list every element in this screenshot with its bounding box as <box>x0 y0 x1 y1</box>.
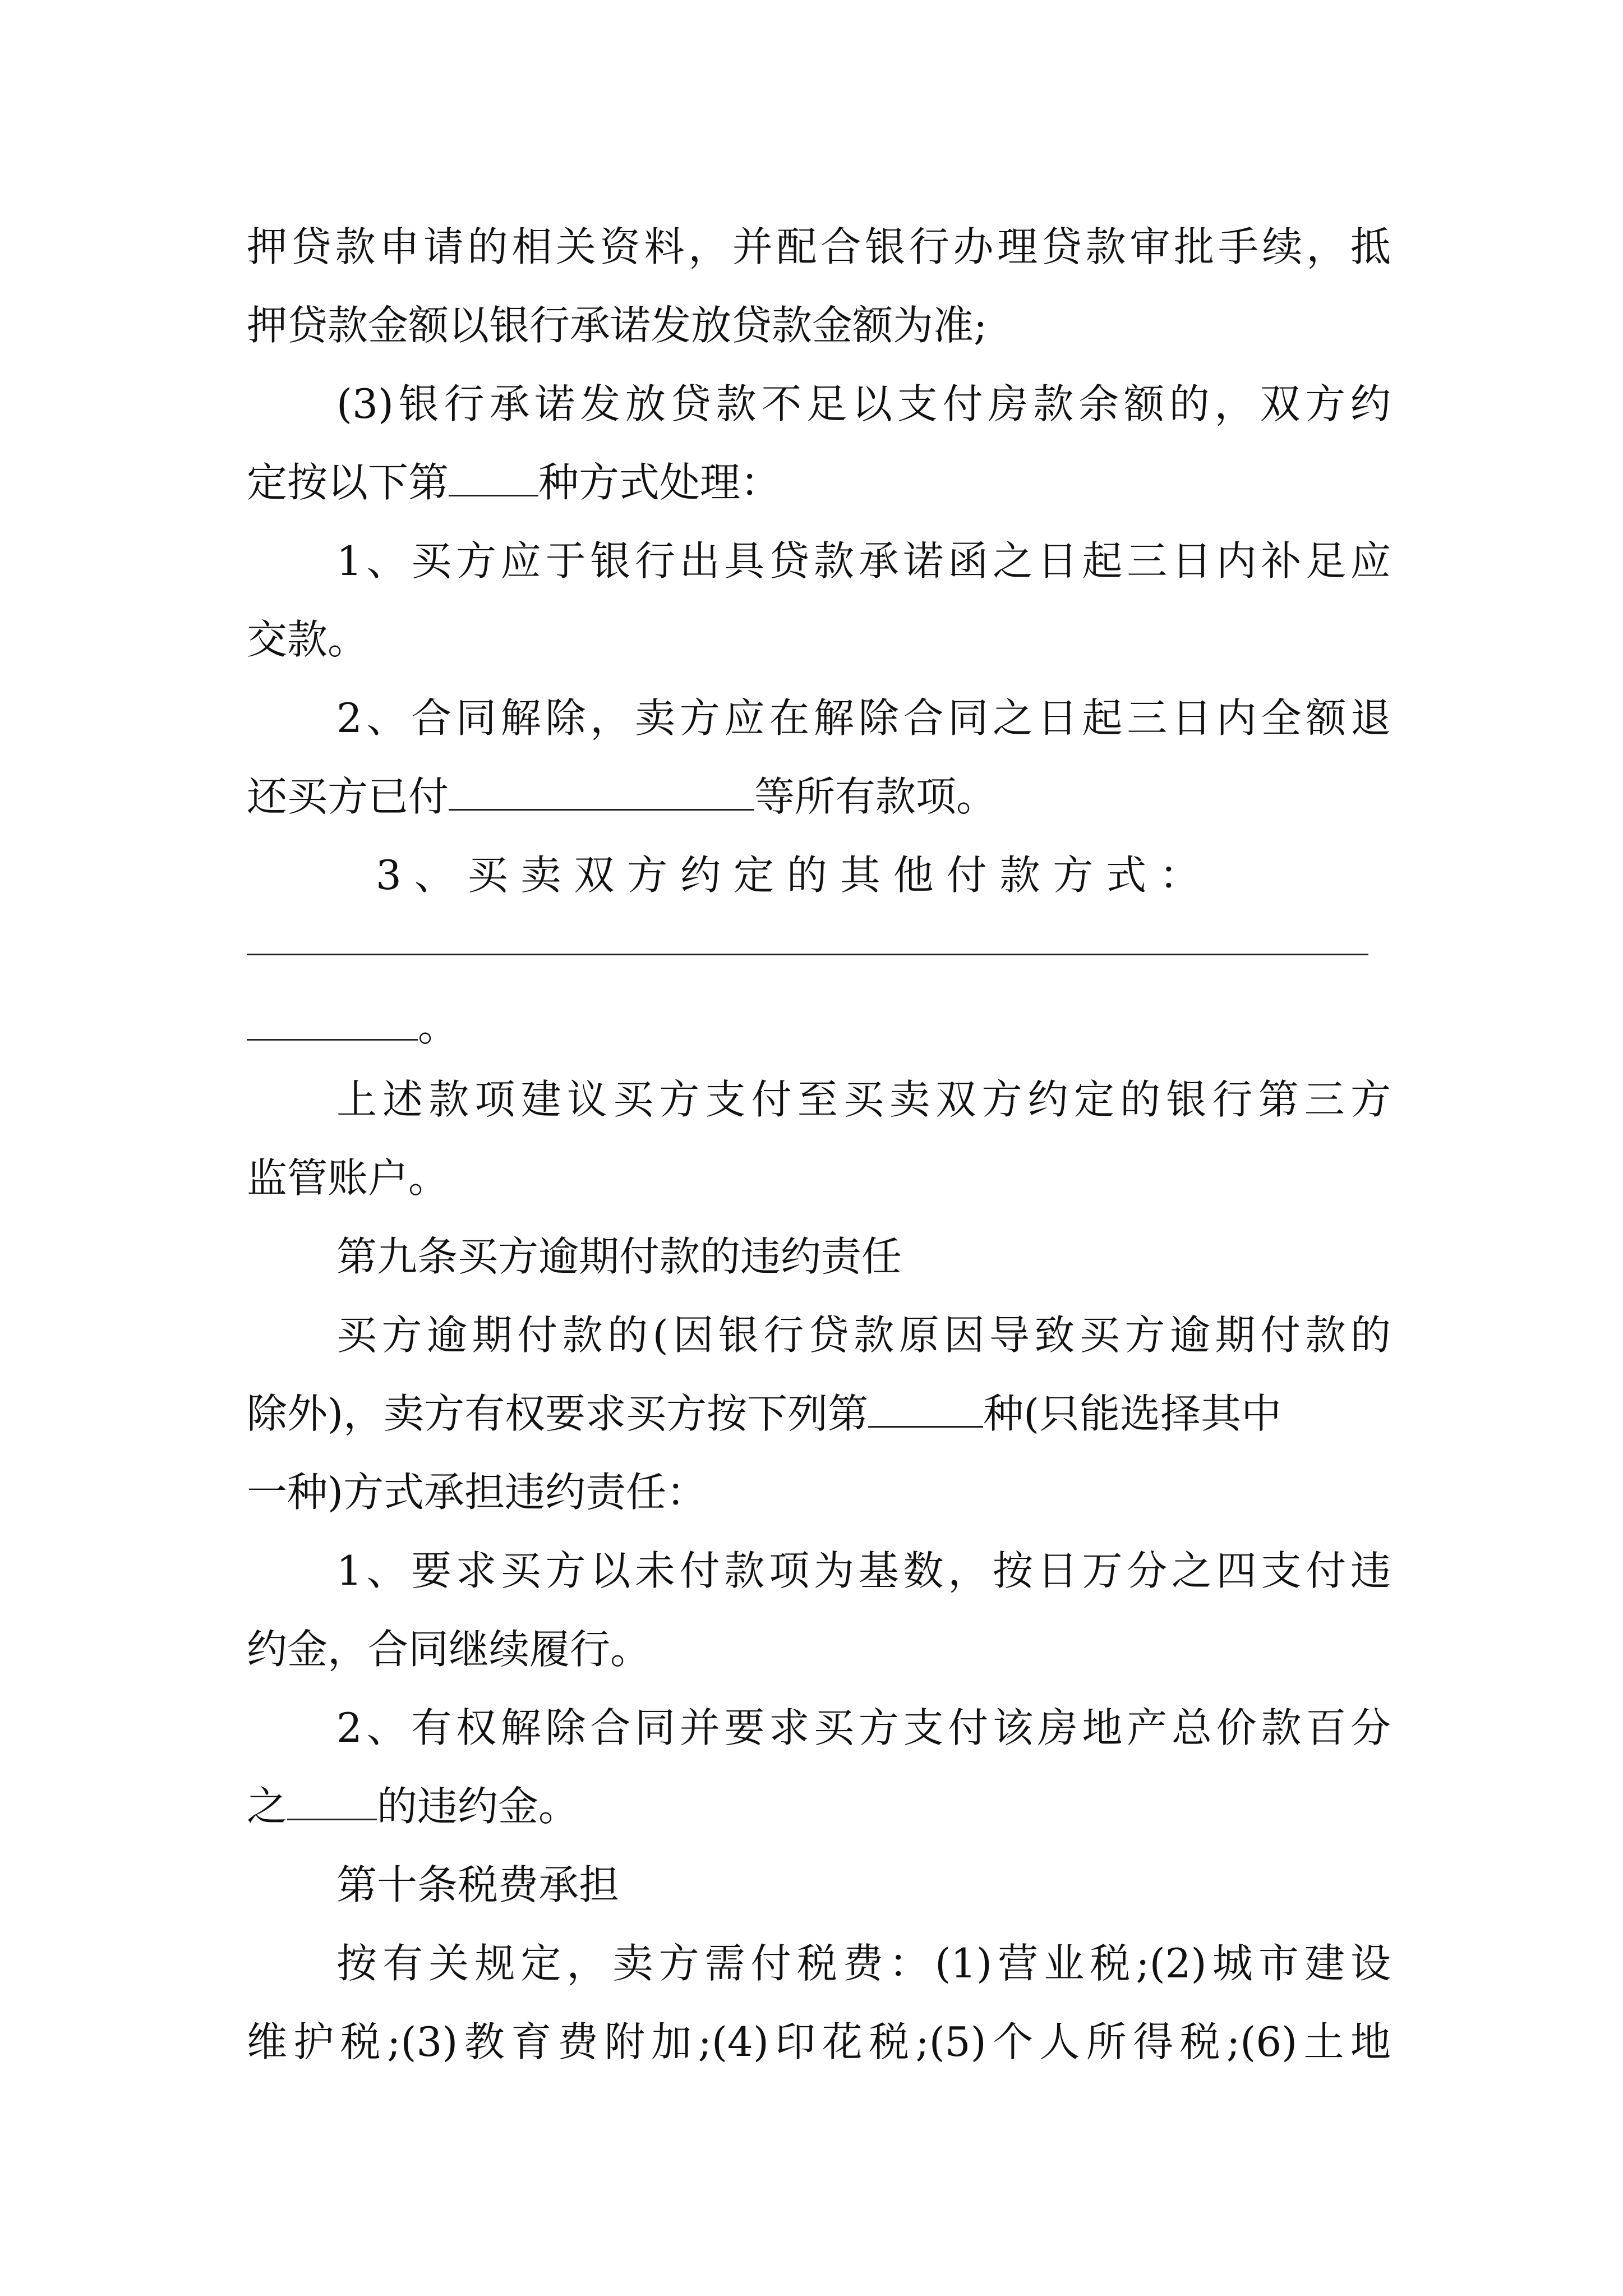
paragraph-line <box>247 757 1391 836</box>
paragraph-line: 维护税;(3)教育费附加;(4)印花税;(5)个人所得税;(6)土地 <box>247 2018 1391 2065</box>
paragraph-line <box>247 1374 1391 1453</box>
section-heading: 第九条买方逾期付款的违约责任 <box>336 1233 902 1280</box>
paragraph-line: 3 、 买 卖 双 方 约 定 的 其 他 付 款 方 式 ： <box>376 852 1200 899</box>
line-text: 之 <box>247 1783 288 1830</box>
line-text: 种方式处理： <box>538 459 781 506</box>
paragraph-line: 上述款项建议买方支付至买卖双方约定的银行第三方 <box>336 1076 1391 1123</box>
paragraph-line: (3)银行承诺发放贷款不足以支付房款余额的，双方约 <box>336 380 1391 427</box>
paragraph-line: 押贷款金额以银行承诺发放贷款金额为准; <box>247 302 988 349</box>
paragraph-line <box>247 1767 1391 1846</box>
paragraph-line: 一种)方式承担违约责任： <box>247 1469 707 1516</box>
paragraph-line: 2、有权解除合同并要求买方支付该房地产总价款百分 <box>336 1704 1391 1751</box>
line-text: 定按以下第 <box>247 459 449 506</box>
paragraph-line: 1、要求买方以未付款项为基数，按日万分之四支付违 <box>336 1547 1391 1594</box>
paragraph-line: 1、买方应于银行出具贷款承诺函之日起三日内补足应 <box>336 537 1391 585</box>
paragraph-line: 2、合同解除，卖方应在解除合同之日起三日内全额退 <box>336 694 1391 742</box>
paragraph-line: 买方逾期付款的(因银行贷款原因导致买方逾期付款的 <box>336 1312 1391 1359</box>
section-heading: 第十条税费承担 <box>336 1861 620 1908</box>
paragraph-line: 交款。 <box>247 616 368 663</box>
line-text: 。 <box>418 1003 459 1050</box>
fill-in-blank <box>868 1386 983 1428</box>
fill-in-blank <box>247 999 418 1041</box>
line-text: 除外)，卖方有权要求买方按下列第 <box>247 1390 869 1437</box>
fill-in-blank <box>287 1778 377 1820</box>
line-text: 还买方已付 <box>247 773 449 820</box>
fill-in-line <box>247 954 1368 955</box>
line-text: 的违约金。 <box>377 1783 579 1830</box>
paragraph-line <box>247 443 1391 522</box>
paragraph-line: 约金，合同继续履行。 <box>247 1626 651 1673</box>
line-text: 种(只能选择其中 <box>983 1390 1282 1437</box>
fill-in-blank <box>449 454 538 496</box>
fill-in-blank <box>449 769 754 811</box>
paragraph-line: 监管账户。 <box>247 1154 449 1202</box>
paragraph-line <box>247 987 1391 1066</box>
paragraph-line: 按有关规定，卖方需付税费：(1)营业税;(2)城市建设 <box>336 1940 1391 1987</box>
paragraph-line: 押贷款申请的相关资料，并配合银行办理贷款审批手续，抵 <box>247 223 1391 270</box>
line-text: 等所有款项。 <box>754 773 997 820</box>
